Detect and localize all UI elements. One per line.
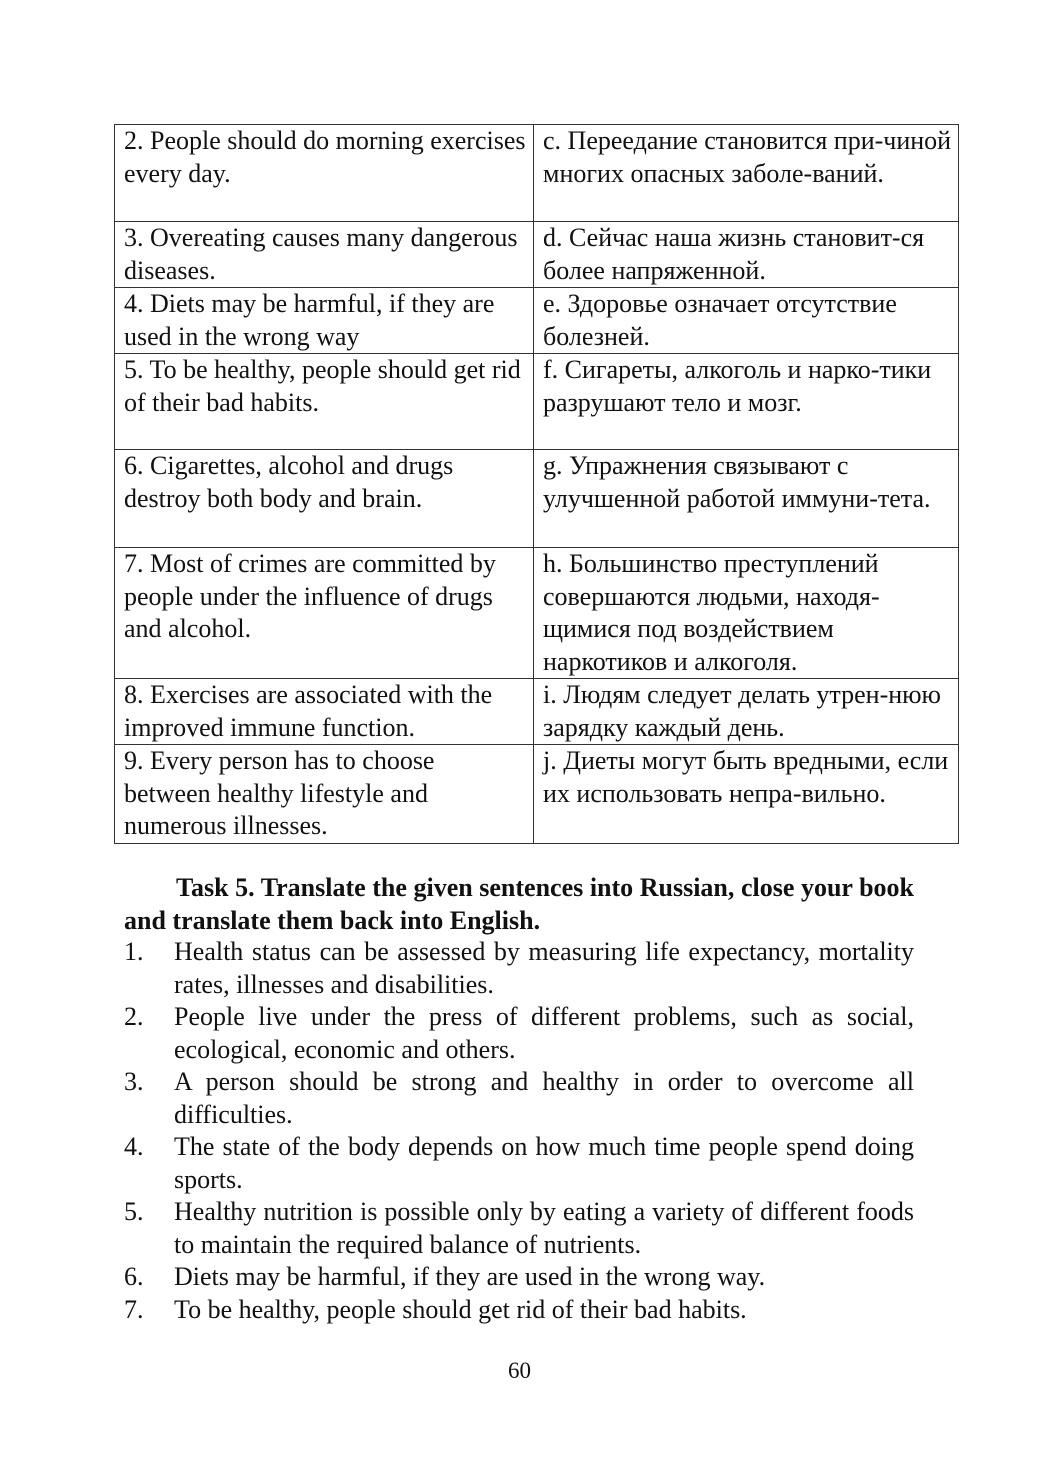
list-item-number: 7. <box>124 1294 144 1324</box>
russian-sentence-cell: d. Сейчас наша жизнь становит-ся более напряженной. <box>534 222 959 288</box>
sentence-list <box>124 936 914 1326</box>
english-sentence-cell: 8. Exercises are associated with the improved immune function. <box>115 679 534 745</box>
table-row <box>115 354 959 450</box>
list-item-number: 2. <box>124 1002 144 1031</box>
english-sentence-cell: 9. Every person has to choose between healthy lifestyle and numerous illnesses. <box>115 745 534 844</box>
english-sentence-cell: 5. To be healthy, people should get rid of their bad habits. <box>115 354 534 450</box>
english-sentence-cell: 7. Most of crimes are committed by people under the influence of drugs and alcohol. <box>115 548 534 679</box>
list-item-text: Health status can be assessed by measuring life expectancy, mortality rates, illnesses and disabilities. <box>174 937 914 999</box>
list-item-text: To be healthy, people should get rid of their bad habits. <box>174 1294 747 1324</box>
russian-sentence-cell: i. Людям следует делать утрен-нюю зарядку каждый день. <box>534 679 959 745</box>
table-row <box>115 288 959 354</box>
list-item-text: The state of the body depends on how much time people spend doing sports. <box>174 1132 914 1194</box>
table-row <box>115 679 959 745</box>
english-sentence-cell: 6. Cigarettes, alcohol and drugs destroy both body and brain. <box>115 450 534 548</box>
russian-sentence-cell: e. Здоровье означает отсутствие болезней. <box>534 288 959 354</box>
russian-sentence-cell: h. Большинство преступлений совершаются людьми, находя-щимися под воздействием наркотиков и алкоголя. <box>534 548 959 679</box>
matching-table <box>114 124 959 844</box>
russian-sentence-cell: c. Переедание становится при-чиной многих опасных заболе-ваний. <box>534 125 959 222</box>
english-sentence-cell: 4. Diets may be harmful, if they are used in the wrong way <box>115 288 534 354</box>
english-sentence-cell: 2. People should do morning exercises every day. <box>115 125 534 222</box>
table-row <box>115 450 959 548</box>
list-item <box>124 1131 914 1196</box>
russian-sentence-cell: f. Сигареты, алкоголь и нарко-тики разрушают тело и мозг. <box>534 354 959 450</box>
list-item <box>124 1001 914 1066</box>
list-item <box>124 1066 914 1131</box>
russian-sentence-cell: j. Диеты могут быть вредными, если их использовать непра-вильно. <box>534 745 959 844</box>
page-number: 60 <box>508 1358 531 1383</box>
list-item <box>124 936 914 1001</box>
table-row <box>115 125 959 222</box>
list-item-text: Healthy nutrition is possible only by eating a variety of different foods to maintain the required balance of nutrients. <box>174 1197 914 1259</box>
russian-sentence-cell: g. Упражнения связывают с улучшенной работой иммуни-тета. <box>534 450 959 548</box>
list-item-number: 1. <box>124 937 144 966</box>
table-row <box>115 548 959 679</box>
list-item-number: 6. <box>124 1262 144 1291</box>
list-item-text: Diets may be harmful, if they are used in the wrong way. <box>174 1262 766 1291</box>
table-row <box>115 745 959 844</box>
list-item <box>124 1196 914 1261</box>
list-item <box>124 1294 914 1327</box>
list-item-number: 3. <box>124 1067 144 1096</box>
list-item-number: 4. <box>124 1132 144 1161</box>
list-item-text: People live under the press of different problems, such as social, ecological, economic and others. <box>174 1002 914 1064</box>
list-item-number: 5. <box>124 1197 144 1226</box>
english-sentence-cell: 3. Overeating causes many dangerous diseases. <box>115 222 534 288</box>
task-heading: Task 5. Translate the given sentences into Russian, close your book and translate them back into English. <box>124 873 914 935</box>
table-row <box>115 222 959 288</box>
list-item <box>124 1261 914 1294</box>
list-item-text: A person should be strong and healthy in order to overcome all difficulties. <box>174 1067 914 1129</box>
